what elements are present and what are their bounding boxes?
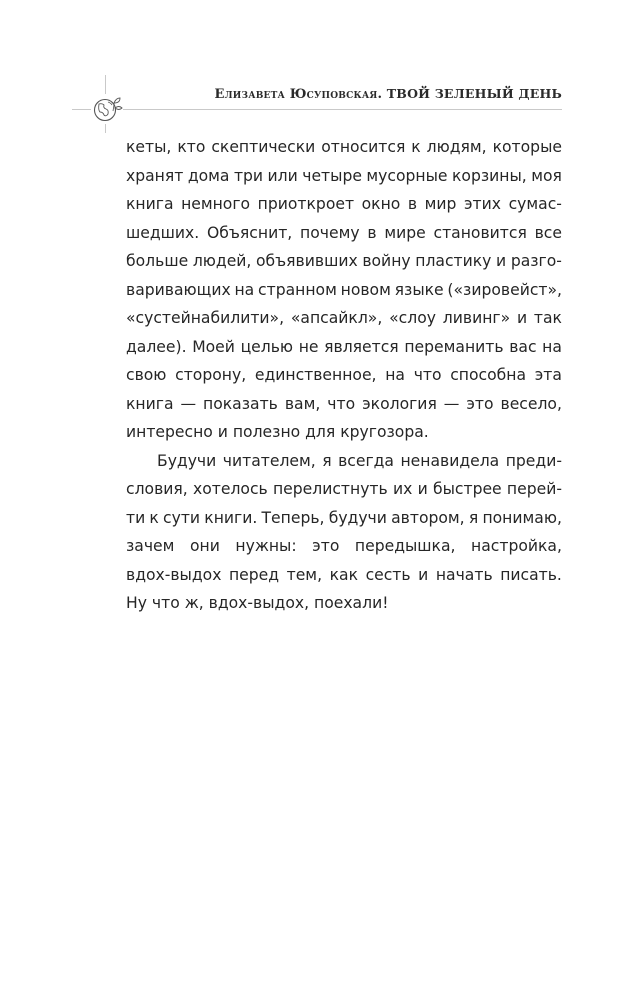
- text-line: Ну что ж, вдох-выдох, поехали!: [126, 594, 389, 612]
- text-line: больше людей, объявивших войну пластику и разго-: [126, 252, 562, 270]
- text-line: хранят дома три или четыре мусорные корзины, моя: [126, 166, 562, 185]
- header-author: Елизавета Юсуповская.: [214, 87, 383, 102]
- text-line: словия, хотелось перелистнуть их и быстрее перей-: [126, 480, 562, 498]
- text-line: далее). Моей целью не является переманить вас на: [126, 337, 562, 356]
- globe-leaf-icon: [91, 94, 123, 124]
- text-line: интересно и полезно для кругозора.: [126, 423, 429, 441]
- text-line: «сустейнабилити», «апсайкл», «слоу ливинг» и так: [126, 309, 562, 327]
- header-horizontal-rule: [72, 109, 562, 110]
- text-line: вдох-выдох перед тем, как сесть и начать писать.: [126, 565, 562, 584]
- body-text: [126, 133, 562, 618]
- text-line: ти к сути книги. Теперь, будучи автором, я понимаю,: [126, 508, 562, 527]
- text-line: книга немного приоткроет окно в мир этих сумас-: [126, 195, 562, 213]
- text-line: книга — показать вам, что экология — это весело,: [126, 394, 562, 413]
- header-book-title: ТВОЙ ЗЕЛЕНЫЙ ДЕНЬ: [386, 86, 562, 101]
- text-line: варивающих на странном новом языке («зировейст»,: [126, 280, 562, 299]
- paragraph: [126, 133, 562, 447]
- text-line: свою сторону, единственное, на что способна эта: [126, 366, 562, 384]
- paragraph: [126, 447, 562, 618]
- text-line: шедших. Объяснит, почему в мире становится все: [126, 223, 562, 242]
- running-header: [215, 86, 562, 102]
- text-line: кеты, кто скептически относится к людям, которые: [126, 138, 562, 156]
- text-line: Будучи читателем, я всегда ненавидела преди-: [157, 451, 562, 470]
- text-line: зачем они нужны: это передышка, настройка,: [126, 537, 562, 555]
